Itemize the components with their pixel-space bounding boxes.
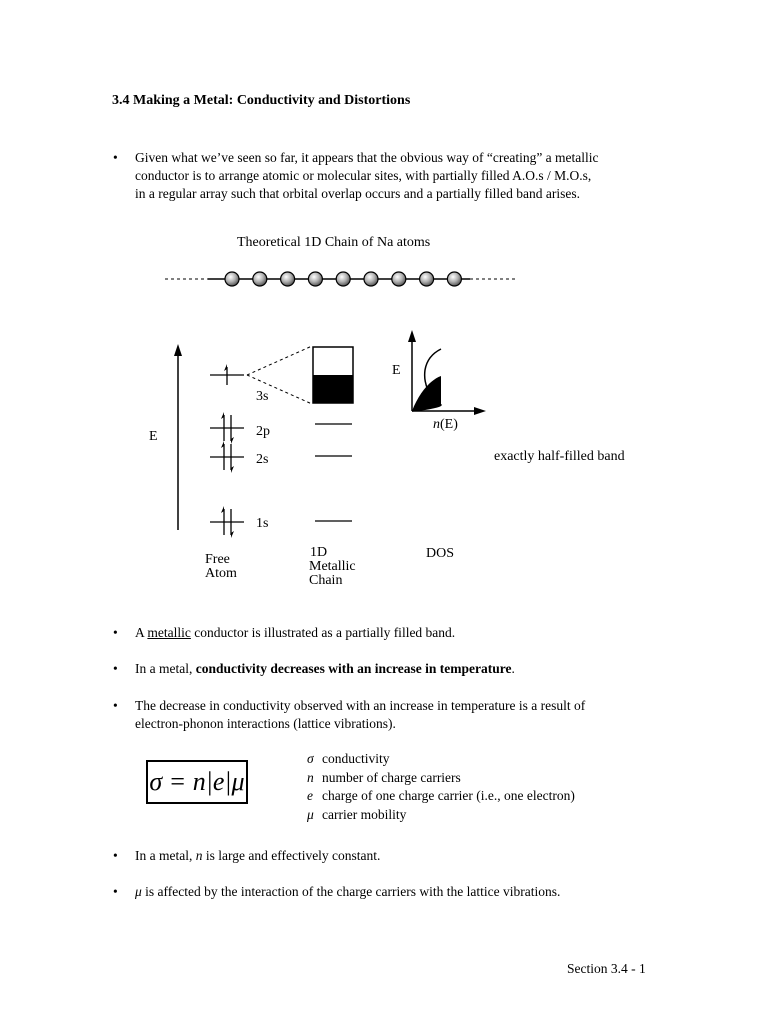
free-atom-label-line-1: Free: [205, 552, 230, 567]
na-atom: [281, 272, 295, 286]
text-run: is affected by the interaction of the charge carriers with the lattice vibrations.: [141, 884, 561, 899]
bullet-text: [135, 149, 599, 203]
text-run: .: [511, 661, 515, 676]
bullet-marker: •: [113, 661, 118, 676]
chain-label-line-3: Chain: [309, 573, 343, 588]
dos-y-label: E: [392, 363, 401, 378]
legend-symbol: σ: [307, 751, 314, 766]
legend-row: [307, 769, 575, 788]
bullet-text: [135, 847, 380, 865]
legend-row: [307, 750, 575, 769]
na-atom: [447, 272, 461, 286]
bullet-text: [135, 660, 515, 678]
underlined-term: metallic: [147, 625, 191, 640]
text-run: In a metal,: [135, 661, 196, 676]
page-footer: Section 3.4 - 1: [567, 961, 646, 976]
level-2s-label: 2s: [256, 452, 269, 467]
text-run: is large and effectively constant.: [202, 848, 381, 863]
band-diagram: [0, 225, 768, 595]
bullet-marker: •: [113, 625, 118, 640]
section-heading: 3.4 Making a Metal: Conductivity and Distortions: [112, 93, 411, 108]
band-filled-half: [313, 375, 353, 403]
na-atom: [392, 272, 406, 286]
text-run: In a metal,: [135, 848, 196, 863]
dos-x-var: n: [433, 417, 440, 432]
intro-line-3: in a regular array such that orbital overlap occurs and a partially filled band arises.: [135, 186, 580, 201]
na-atom: [364, 272, 378, 286]
text-line-1: The decrease in conductivity observed with an increase in temperature is a result of: [135, 698, 586, 713]
legend-row: [307, 806, 575, 825]
dos-x-arg: (E): [440, 417, 458, 432]
legend-row: [307, 787, 575, 806]
bullet-marker: •: [113, 150, 118, 165]
formula-legend: [307, 750, 575, 824]
na-atom: [225, 272, 239, 286]
legend-text: charge of one charge carrier (i.e., one electron): [322, 788, 575, 803]
text-run: conductor is illustrated as a partially filled band.: [190, 625, 456, 640]
free-atom-label-line-2: Atom: [205, 566, 237, 581]
bullet-text: [135, 624, 455, 642]
bullet-marker: •: [113, 848, 118, 863]
legend-text: number of charge carriers: [322, 769, 461, 785]
na-atom: [308, 272, 322, 286]
chain-title: Theoretical 1D Chain of Na atoms: [237, 235, 431, 250]
variable: n: [195, 848, 203, 863]
legend-text: carrier mobility: [322, 806, 407, 822]
variable: μ: [135, 884, 142, 899]
bullet-marker: •: [113, 698, 118, 713]
dos-plot: [392, 330, 486, 432]
text-run: A: [135, 625, 148, 640]
bullet-text: [135, 697, 585, 733]
legend-symbol: n: [307, 769, 314, 785]
text-line-2: electron-phonon interactions (lattice vibrations).: [135, 716, 396, 731]
bullet-marker: •: [113, 884, 118, 899]
energy-axis-arrow: [174, 344, 182, 356]
level-2p-label: 2p: [256, 424, 270, 439]
level-1s-label: 1s: [256, 516, 269, 531]
na-atom: [420, 272, 434, 286]
dos-x-arrow: [474, 407, 486, 415]
legend-symbol: μ: [307, 806, 314, 822]
dos-filled-area: [412, 376, 441, 411]
chain-label-line-2: Metallic: [309, 559, 356, 574]
chain-label-line-1: 1D: [310, 545, 328, 560]
dos-y-arrow: [408, 330, 416, 342]
band-note: exactly half-filled band: [494, 449, 625, 464]
legend-symbol: e: [307, 788, 313, 803]
correlation-line-top: [247, 346, 312, 375]
dos-x-label: [433, 417, 458, 432]
atom-chain: [165, 272, 515, 286]
conductivity-formula: σ = n|e|μ: [146, 760, 248, 804]
na-atom: [253, 272, 267, 286]
bold-phrase: conductivity decreases with an increase in temperature: [195, 661, 512, 676]
energy-label: E: [149, 429, 158, 444]
intro-line-1: Given what we’ve seen so far, it appears that the obvious way of “creating” a metallic: [135, 150, 599, 165]
intro-line-2: conductor is to arrange atomic or molecular sites, with partially filled A.O.s / M.O.s,: [135, 168, 592, 183]
dos-label: DOS: [426, 546, 455, 561]
na-atom: [336, 272, 350, 286]
level-3s-label: 3s: [256, 389, 269, 404]
free-atom-levels: [210, 364, 270, 538]
legend-text: conductivity: [322, 751, 390, 766]
bullet-text: [135, 883, 560, 901]
